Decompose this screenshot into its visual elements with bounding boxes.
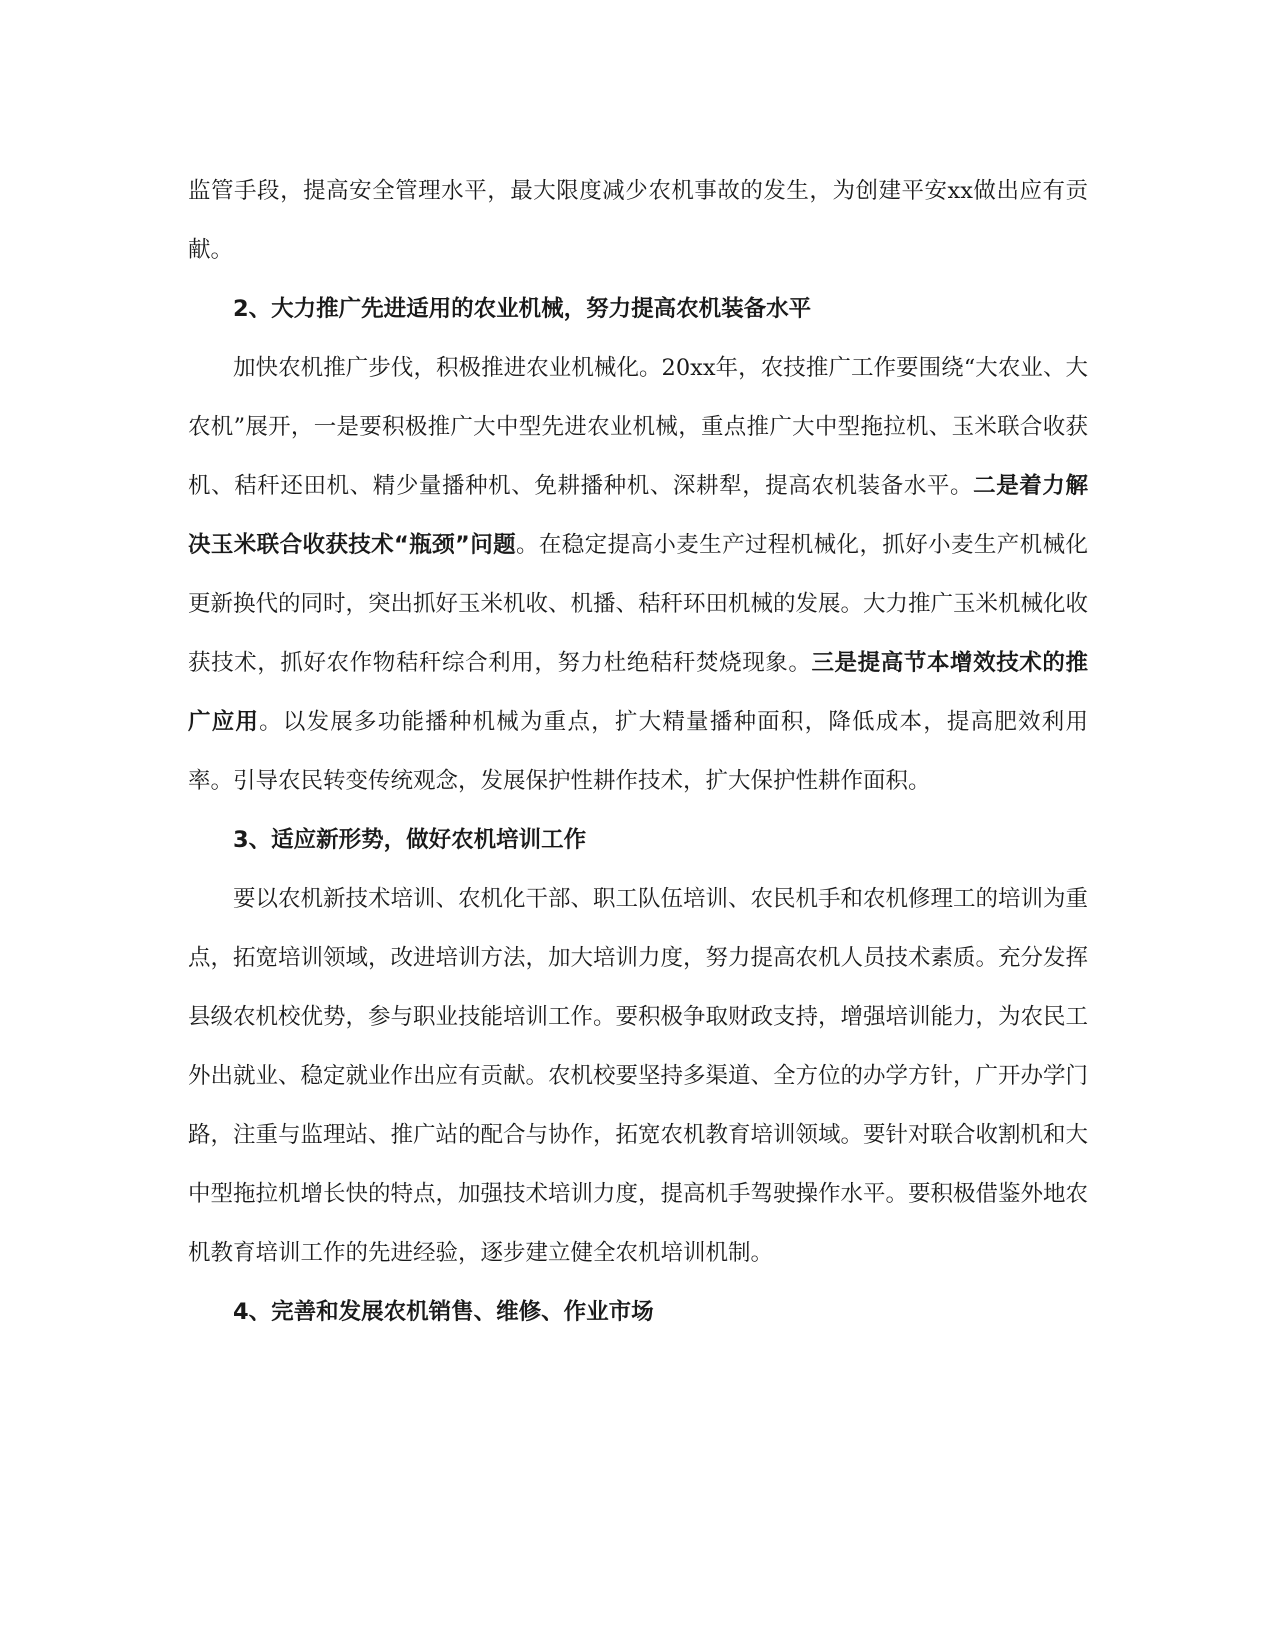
section-4-heading: 4、完善和发展农机销售、维修、作业市场 [233,1299,654,1325]
section-2-text-part2: 。在稳定提高小麦生产过程机械化，抓好小麦生产机械化更新换代的同时，突出抓好玉米机收、机播、秸秆环田机械的发展。大力推广玉米机械化收获技术，抓好农作物秸秆综合利用，努力杜绝秸秆焚烧现象。 [188,532,1089,676]
document-body [188,162,1088,1342]
section-2-text-part1: 加快农机推广步伐，积极推进农业机械化。20xx年，农技推广工作要围绕“大农业、大农机”展开，一是要积极推广大中型先进农业机械，重点推广大中型拖拉机、玉米联合收获机、秸秆还田机、精少量播种机、免耕播种机、深耕犁，提高农机装备水平。 [188,355,1088,499]
section-2-paragraph [188,339,1088,811]
section-3-heading: 3、适应新形势，做好农机培训工作 [233,827,587,853]
section-2-bold-point-3: 三是提高节本增效技术的推广应用 [188,650,1088,735]
continuation-paragraph: 监管手段，提高安全管理水平，最大限度减少农机事故的发生，为创建平安xx做出应有贡献。 [188,178,1088,263]
section-3-paragraph: 要以农机新技术培训、农机化干部、职工队伍培训、农民机手和农机修理工的培训为重点，拓宽培训领域，改进培训方法，加大培训力度，努力提高农机人员技术素质。充分发挥县级农机校优势，参与职业技能培训工作。要积极争取财政支持，增强培训能力，为农民工外出就业、稳定就业作出应有贡献。农机校要坚持多渠道、全方位的办学方针，广开办学门路，注重与监理站、推广站的配合与协作，拓宽农机教育培训领域。要针对联合收割机和大中型拖拉机增长快的特点，加强技术培训力度，提高机手驾驶操作水平。要积极借鉴外地农机教育培训工作的先进经验，逐步建立健全农机培训机制。 [188,886,1089,1266]
section-2-bold-point-2: 二是着力解决玉米联合收获技术“瓶颈”问题 [188,473,1088,558]
section-2-heading: 2、大力推广先进适用的农业机械，努力提高农机装备水平 [233,296,812,322]
section-2-text-part3: 。以发展多功能播种机械为重点，扩大精量播种面积，降低成本，提高肥效利用率。引导农民转变传统观念，发展保护性耕作技术，扩大保护性耕作面积。 [188,709,1088,794]
